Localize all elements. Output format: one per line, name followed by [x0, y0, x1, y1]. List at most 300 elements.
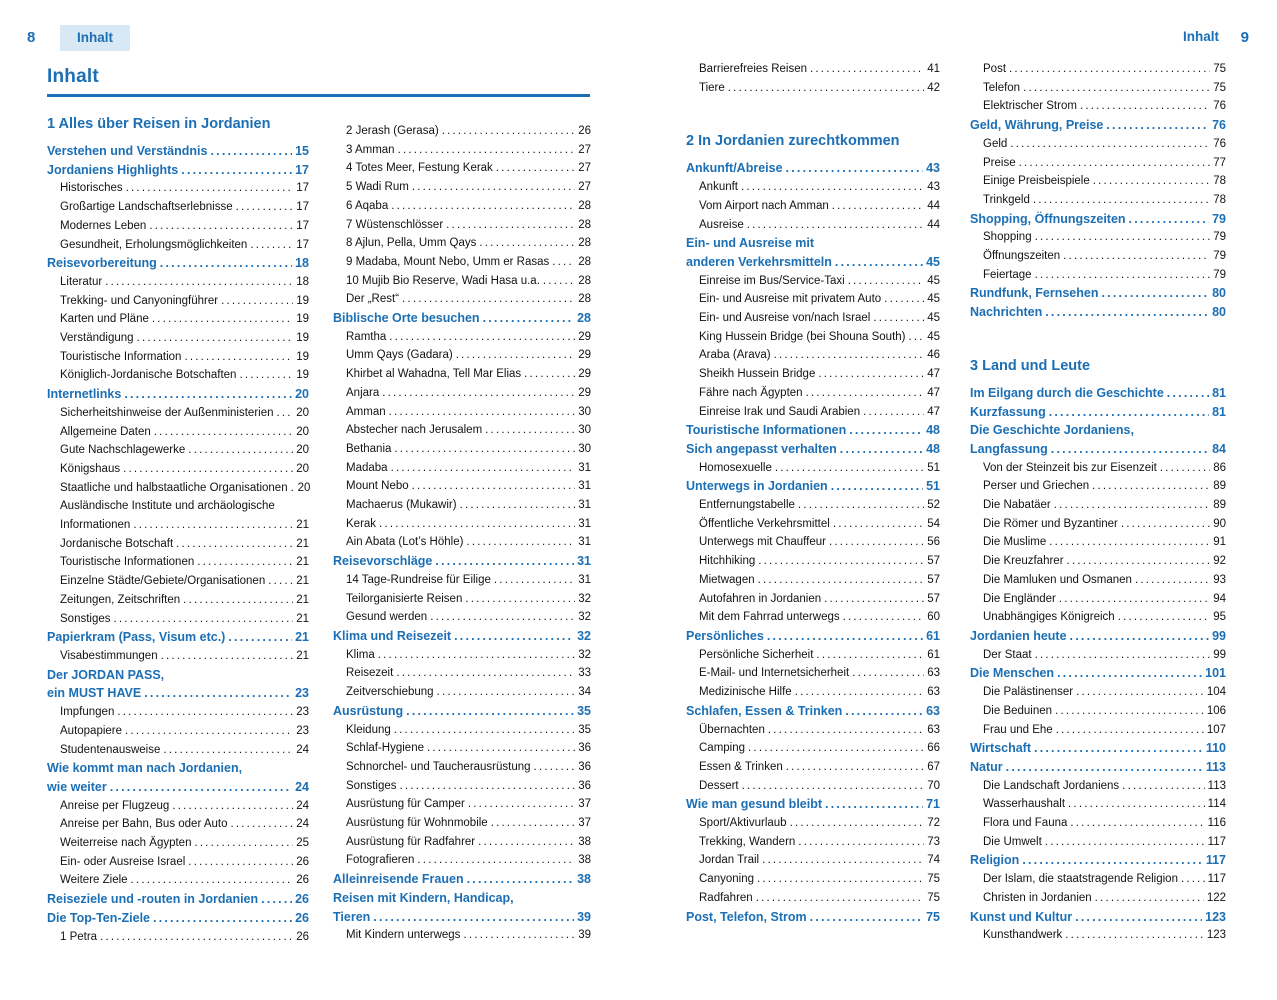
toc-chapter-heading — [970, 356, 1226, 377]
toc-entry-label: Persönliche Sicherheit — [699, 648, 814, 661]
toc-section-heading — [47, 254, 309, 273]
toc-entry — [47, 236, 309, 255]
toc-page-number: 43 — [927, 181, 940, 194]
toc-page-number: 74 — [927, 854, 940, 867]
toc-entry-label: Verständigung — [60, 332, 134, 345]
toc-page-number: 79 — [1212, 211, 1226, 226]
dot-leader — [485, 421, 575, 440]
toc-entry — [47, 553, 309, 572]
dot-leader — [373, 908, 574, 927]
toc-section-heading — [686, 477, 940, 496]
toc-section-heading — [333, 889, 591, 908]
toc-entry — [333, 571, 591, 590]
toc-page-number: 35 — [578, 723, 591, 736]
toc-page-number: 44 — [927, 218, 940, 231]
toc-entry-label: Sonstiges — [60, 612, 111, 625]
toc-entry-label: Tiere — [699, 81, 725, 94]
toc-page-number: 26 — [296, 874, 309, 887]
dot-leader — [221, 292, 293, 311]
toc-entry-label: Kunsthandwerk — [983, 929, 1063, 942]
toc-entry-label: 2 In Jordanien zurechtkommen — [686, 133, 900, 150]
dot-leader — [728, 79, 924, 98]
toc-page-number: 92 — [1213, 555, 1226, 568]
toc-entry-label: Jordanien heute — [970, 628, 1067, 643]
toc-page-number: 27 — [578, 162, 591, 175]
toc-entry-label: 7 Wüstenschlösser — [346, 218, 444, 231]
toc-section-heading — [333, 627, 591, 646]
toc-entry-label: Anjara — [346, 386, 380, 399]
toc-entry — [970, 683, 1226, 702]
dot-leader — [1034, 739, 1203, 758]
toc-entry-label: Der Staat — [983, 648, 1032, 661]
toc-page-number: 80 — [1212, 305, 1226, 320]
toc-entry — [47, 516, 309, 535]
toc-page-number: 28 — [578, 293, 591, 306]
dot-leader — [463, 926, 575, 945]
toc-page-number: 28 — [578, 255, 591, 268]
toc-entry — [333, 477, 591, 496]
toc-entry — [686, 216, 940, 235]
dot-leader — [398, 141, 576, 160]
toc-entry — [333, 646, 591, 665]
dot-leader — [1067, 552, 1211, 571]
toc-page-number: 19 — [296, 369, 309, 382]
toc-entry-label: Frau und Ehe — [983, 723, 1053, 736]
toc-entry — [47, 217, 309, 236]
toc-entry-label: Der JORDAN PASS, — [47, 667, 165, 682]
toc-entry-label: Übernachten — [699, 723, 765, 736]
toc-page-number: 75 — [1213, 63, 1226, 75]
toc-page-number: 81 — [1212, 404, 1226, 419]
toc-page-number: 61 — [926, 628, 940, 643]
dot-leader — [848, 272, 924, 291]
toc-entry — [970, 135, 1226, 154]
toc-entry-label: Preise — [983, 156, 1016, 169]
dot-leader — [460, 496, 576, 515]
toc-entry — [686, 515, 940, 534]
toc-page-number: 21 — [295, 630, 309, 645]
toc-entry-label: Die Landschaft Jordaniens — [983, 779, 1120, 792]
toc-page-number: 75 — [927, 873, 940, 886]
toc-entry — [686, 833, 940, 852]
toc-entry-label: Öffnungszeiten — [983, 250, 1061, 263]
toc-section-heading — [47, 142, 309, 161]
toc-entry — [333, 683, 591, 702]
dot-leader — [1035, 228, 1211, 247]
toc-entry-label: Trinkgeld — [983, 193, 1030, 206]
toc-entry — [333, 328, 591, 347]
toc-entry — [970, 795, 1226, 814]
toc-entry — [686, 889, 940, 908]
toc-entry-label: Araba (Arava) — [699, 349, 771, 362]
dot-leader — [835, 253, 923, 272]
toc-entry — [47, 535, 309, 554]
toc-entry-label: Der „Rest“ — [346, 293, 400, 306]
toc-page-number: 63 — [926, 703, 940, 718]
toc-page-number: 21 — [296, 612, 309, 625]
dot-leader — [884, 290, 924, 309]
toc-page-number: 31 — [578, 499, 591, 512]
toc-page-number: 48 — [926, 441, 940, 456]
dot-leader — [1035, 266, 1211, 285]
toc-page-number: 23 — [296, 706, 309, 719]
toc-entry — [686, 272, 940, 291]
toc-entry — [970, 926, 1226, 945]
dot-leader — [1076, 683, 1204, 702]
dot-leader — [114, 610, 294, 629]
dot-leader — [154, 423, 293, 442]
toc-page-number: 29 — [578, 386, 591, 399]
dot-leader — [810, 60, 924, 79]
dot-leader — [1065, 926, 1204, 945]
toc-entry-label: Sport/Aktivurlaub — [699, 817, 787, 830]
dot-leader — [277, 404, 294, 423]
dot-leader — [391, 459, 576, 478]
toc-entry-label: Sich angepasst verhalten — [686, 441, 837, 456]
toc-page-number: 63 — [927, 667, 940, 680]
toc-page-number: 21 — [296, 537, 309, 550]
toc-entry-label: Jordaniens Highlights — [47, 162, 179, 177]
dot-leader — [1063, 247, 1210, 266]
toc-entry-label: 3 Land und Leute — [970, 357, 1091, 374]
dot-leader — [417, 851, 575, 870]
toc-entry — [686, 290, 940, 309]
dot-leader — [829, 533, 924, 552]
toc-entry — [47, 871, 309, 890]
toc-page-number: 84 — [1212, 441, 1226, 456]
toc-entry-label: Flora und Fauna — [983, 817, 1068, 830]
toc-entry — [686, 496, 940, 515]
toc-entry-label: Sicherheitshinweise der Außenministerien — [60, 406, 274, 419]
dot-leader — [1070, 627, 1210, 646]
dot-leader — [137, 329, 294, 348]
toc-page-number: 28 — [578, 199, 591, 212]
toc-page-number: 114 — [1207, 798, 1226, 811]
toc-entry — [686, 608, 940, 627]
toc-entry-label: Die Palästinenser — [983, 686, 1074, 699]
toc-page-number: 78 — [1213, 193, 1226, 206]
toc-entry — [970, 889, 1226, 908]
toc-page-number: 117 — [1207, 835, 1226, 848]
toc-page-number: 122 — [1206, 891, 1226, 904]
toc-entry — [333, 664, 591, 683]
toc-page-number: 17 — [296, 238, 309, 251]
toc-page-number: 104 — [1206, 686, 1226, 699]
toc-entry-label: Wie kommt man nach Jordanien, — [47, 761, 243, 776]
dot-leader — [494, 571, 575, 590]
dot-leader — [1068, 795, 1205, 814]
toc-column-3 — [686, 60, 940, 926]
toc-entry — [47, 610, 309, 629]
toc-page-number: 21 — [296, 649, 309, 662]
toc-section-heading — [47, 684, 309, 703]
toc-entry-label: Von der Steinzeit bis zur Eisenzeit — [983, 461, 1157, 474]
toc-entry-label: Großartige Landschaftserlebnisse — [60, 201, 233, 214]
toc-page-number: 79 — [1213, 250, 1226, 263]
toc-entry-label: Informationen — [60, 519, 131, 532]
dot-leader — [467, 870, 574, 889]
toc-entry — [333, 197, 591, 216]
toc-page-number: 26 — [296, 930, 309, 943]
toc-entry — [333, 421, 591, 440]
toc-page-number: 110 — [1205, 741, 1226, 756]
dot-leader — [748, 739, 924, 758]
toc-page-number: 31 — [578, 573, 591, 586]
toc-entry-label: Königlich-Jordanische Botschaften — [60, 369, 237, 382]
toc-page-number: 32 — [578, 648, 591, 661]
toc-page-number: 57 — [927, 555, 940, 568]
dot-leader — [909, 328, 925, 347]
toc-entry — [333, 365, 591, 384]
toc-entry-label: Literatur — [60, 275, 103, 288]
toc-entry-label: Nachrichten — [970, 305, 1043, 320]
left-page-number: 8 — [27, 29, 36, 46]
toc-entry-label: Ausrüstung — [333, 703, 404, 718]
toc-entry-label: Essen & Trinken — [699, 760, 783, 773]
toc-entry-label: Die Top-Ten-Ziele — [47, 910, 151, 925]
dot-leader — [534, 758, 576, 777]
toc-page-number: 99 — [1213, 648, 1226, 661]
toc-entry-label: Im Eilgang durch die Geschichte — [970, 385, 1164, 400]
toc-page-number: 37 — [578, 817, 591, 830]
toc-entry — [333, 272, 591, 291]
toc-entry — [333, 159, 591, 178]
dot-leader — [131, 871, 294, 890]
dot-leader — [1093, 172, 1210, 191]
toc-entry-label: Einreise im Bus/Service-Taxi — [699, 274, 845, 287]
toc-entry — [970, 721, 1226, 740]
toc-page-number: 101 — [1205, 666, 1226, 681]
toc-entry — [970, 247, 1226, 266]
dot-leader — [133, 516, 293, 535]
dot-leader — [1160, 459, 1210, 478]
toc-entry-label: Schlaf-Hygiene — [346, 742, 424, 755]
toc-page-number: 20 — [297, 481, 311, 494]
dot-leader — [163, 741, 293, 760]
toc-entry-label: Langfassung — [970, 441, 1048, 456]
toc-section-heading — [970, 440, 1226, 459]
toc-entry-label: Unabhängiges Königreich — [983, 611, 1115, 624]
toc-entry-label: Touristische Informationen — [60, 556, 195, 569]
dot-leader — [231, 815, 294, 834]
dot-leader — [152, 310, 293, 329]
dot-leader — [1118, 608, 1210, 627]
toc-entry — [970, 496, 1226, 515]
toc-entry-label: 1 Alles über Reisen in Jordanien — [47, 116, 271, 132]
toc-section-heading — [47, 161, 309, 180]
toc-entry — [333, 739, 591, 758]
toc-entry-label: Einige Preisbeispiele — [983, 175, 1090, 188]
dot-leader — [1056, 721, 1204, 740]
toc-page-number: 21 — [296, 593, 309, 606]
toc-entry-label: Gesundheit, Erholungsmöglichkeiten — [60, 238, 248, 251]
dot-leader — [105, 273, 293, 292]
toc-entry-label: Wasserhaushalt — [983, 798, 1066, 811]
dot-leader — [183, 591, 293, 610]
dot-leader — [160, 254, 292, 273]
toc-entry — [686, 777, 940, 796]
dot-leader — [188, 441, 293, 460]
toc-entry — [686, 403, 940, 422]
dot-leader — [268, 572, 293, 591]
dot-leader — [1055, 702, 1204, 721]
toc-entry-label: Autopapiere — [60, 724, 123, 737]
toc-page-number: 36 — [578, 779, 591, 792]
dot-leader — [483, 309, 575, 328]
toc-entry-label: Weitere Ziele — [60, 874, 128, 887]
toc-entry — [970, 60, 1226, 79]
toc-entry — [47, 834, 309, 853]
toc-entry-label: Canyoning — [699, 873, 754, 886]
toc-entry — [333, 496, 591, 515]
toc-entry-label: Studentenausweise — [60, 743, 161, 756]
toc-entry — [333, 178, 591, 197]
dot-leader — [1019, 154, 1211, 173]
toc-entry — [333, 590, 591, 609]
dot-leader — [466, 533, 575, 552]
toc-entry-label: Reisen mit Kindern, Handicap, — [333, 890, 514, 905]
toc-entry-label: Touristische Informationen — [686, 423, 847, 438]
toc-entry-label: Die Geschichte Jordaniens, — [970, 423, 1134, 438]
dot-leader — [843, 608, 925, 627]
toc-entry — [47, 572, 309, 591]
toc-entry-label: anderen Verkehrsmitteln — [686, 254, 832, 269]
toc-page-number: 76 — [1213, 100, 1226, 113]
toc-page-number: 107 — [1206, 723, 1226, 736]
toc-entry-label: Geld — [983, 137, 1008, 150]
toc-section-heading — [686, 702, 940, 721]
toc-entry — [333, 234, 591, 253]
dot-leader — [1023, 79, 1210, 98]
dot-leader — [824, 590, 924, 609]
toc-entry-label: Historisches — [60, 182, 123, 195]
toc-page-number: 66 — [927, 742, 940, 755]
toc-page-number: 51 — [926, 479, 940, 494]
toc-entry — [686, 739, 940, 758]
toc-section-heading — [970, 384, 1226, 403]
dot-leader — [543, 272, 575, 291]
toc-page-number: 32 — [578, 611, 591, 624]
toc-page-number: 90 — [1213, 517, 1226, 530]
toc-entry — [686, 590, 940, 609]
toc-entry — [686, 814, 940, 833]
toc-entry-label: Ausrüstung für Wohnmobile — [346, 817, 488, 830]
dot-leader — [442, 122, 576, 141]
toc-page-number: 29 — [578, 368, 591, 381]
toc-page-number: 80 — [1212, 286, 1226, 301]
toc-entry — [686, 365, 940, 384]
toc-entry-label: Ein- und Ausreise von/nach Israel — [699, 312, 871, 325]
toc-entry — [686, 79, 940, 98]
toc-page-number: 44 — [927, 199, 940, 212]
toc-entry-label: Homosexuelle — [699, 461, 772, 474]
toc-entry — [686, 346, 940, 365]
toc-entry-label: Modernes Leben — [60, 219, 147, 232]
toc-entry-label: Kerak — [346, 517, 377, 530]
toc-entry-label: 8 Ajlun, Pella, Umm Qays — [346, 237, 477, 250]
toc-entry-label: Ausrüstung für Radfahrer — [346, 835, 476, 848]
toc-entry-label: Jordan Trail — [699, 854, 760, 867]
toc-page-number: 20 — [296, 462, 309, 475]
toc-page-number: 17 — [296, 219, 309, 232]
toc-entry-label: Einzelne Städte/Gebiete/Organisationen — [60, 575, 266, 588]
toc-entry-label: Perser und Griechen — [983, 480, 1090, 493]
toc-entry — [970, 777, 1226, 796]
toc-page-number: 117 — [1205, 853, 1226, 868]
toc-entry-label: Machaerus (Mukawir) — [346, 499, 457, 512]
dot-leader — [149, 217, 293, 236]
toc-entry-label: Wirtschaft — [970, 741, 1032, 756]
toc-section-heading — [47, 628, 309, 647]
dot-leader — [790, 814, 925, 833]
toc-page-number: 24 — [296, 818, 309, 831]
toc-entry — [333, 777, 591, 796]
toc-page-number: 31 — [578, 517, 591, 530]
dot-leader — [1122, 777, 1204, 796]
toc-entry-label: Kurzfassung — [970, 404, 1046, 419]
toc-page-number: 47 — [927, 386, 940, 399]
toc-entry — [47, 292, 309, 311]
toc-page-number: 20 — [296, 406, 309, 419]
toc-entry — [47, 815, 309, 834]
dot-leader — [767, 627, 923, 646]
toc-page-number: 75 — [926, 909, 940, 924]
toc-entry-label: Post, Telefon, Strom — [686, 909, 807, 924]
toc-page-number: 31 — [578, 461, 591, 474]
toc-entry-label: Anreise per Bahn, Bus oder Auto — [60, 818, 228, 831]
toc-page-number: 36 — [578, 760, 591, 773]
toc-section-heading — [686, 159, 940, 178]
toc-entry — [970, 515, 1226, 534]
dot-leader — [1057, 664, 1202, 683]
toc-page-number: 43 — [926, 161, 940, 176]
toc-entry-label: Geld, Währung, Preise — [970, 118, 1104, 133]
toc-page-number: 76 — [1212, 118, 1226, 133]
toc-entry — [970, 79, 1226, 98]
toc-page-number: 45 — [927, 274, 940, 287]
dot-leader — [1121, 515, 1210, 534]
toc-entry-label: 10 Mujib Bio Reserve, Wadi Hasa u.a. — [346, 274, 540, 287]
toc-entry — [686, 664, 940, 683]
toc-entry-label: Königshaus — [60, 462, 121, 475]
toc-section-heading — [333, 702, 591, 721]
toc-entry — [686, 533, 940, 552]
toc-entry — [47, 797, 309, 816]
dot-leader — [1101, 284, 1209, 303]
toc-entry-label: Post — [983, 63, 1007, 75]
toc-page-number: 38 — [577, 872, 591, 887]
dot-leader — [124, 385, 292, 404]
toc-section-heading — [47, 778, 309, 797]
dot-leader — [465, 590, 575, 609]
dot-leader — [1045, 833, 1205, 852]
dot-leader — [188, 853, 293, 872]
toc-entry — [47, 741, 309, 760]
toc-entry-label: Verstehen und Verständnis — [47, 144, 208, 158]
toc-entry-label: Die Beduinen — [983, 704, 1053, 717]
toc-entry — [333, 346, 591, 365]
dot-leader — [123, 460, 293, 479]
dot-leader — [1167, 384, 1209, 403]
toc-entry-label: wie weiter — [47, 779, 107, 794]
toc-page-number: 18 — [295, 256, 309, 271]
toc-entry-label: Trekking- und Canyoningführer — [60, 294, 219, 307]
toc-entry — [333, 440, 591, 459]
dot-leader — [406, 702, 574, 721]
toc-page-number: 89 — [1213, 480, 1226, 493]
toc-entry-label: Anreise per Flugzeug — [60, 799, 170, 812]
toc-entry — [333, 459, 591, 478]
